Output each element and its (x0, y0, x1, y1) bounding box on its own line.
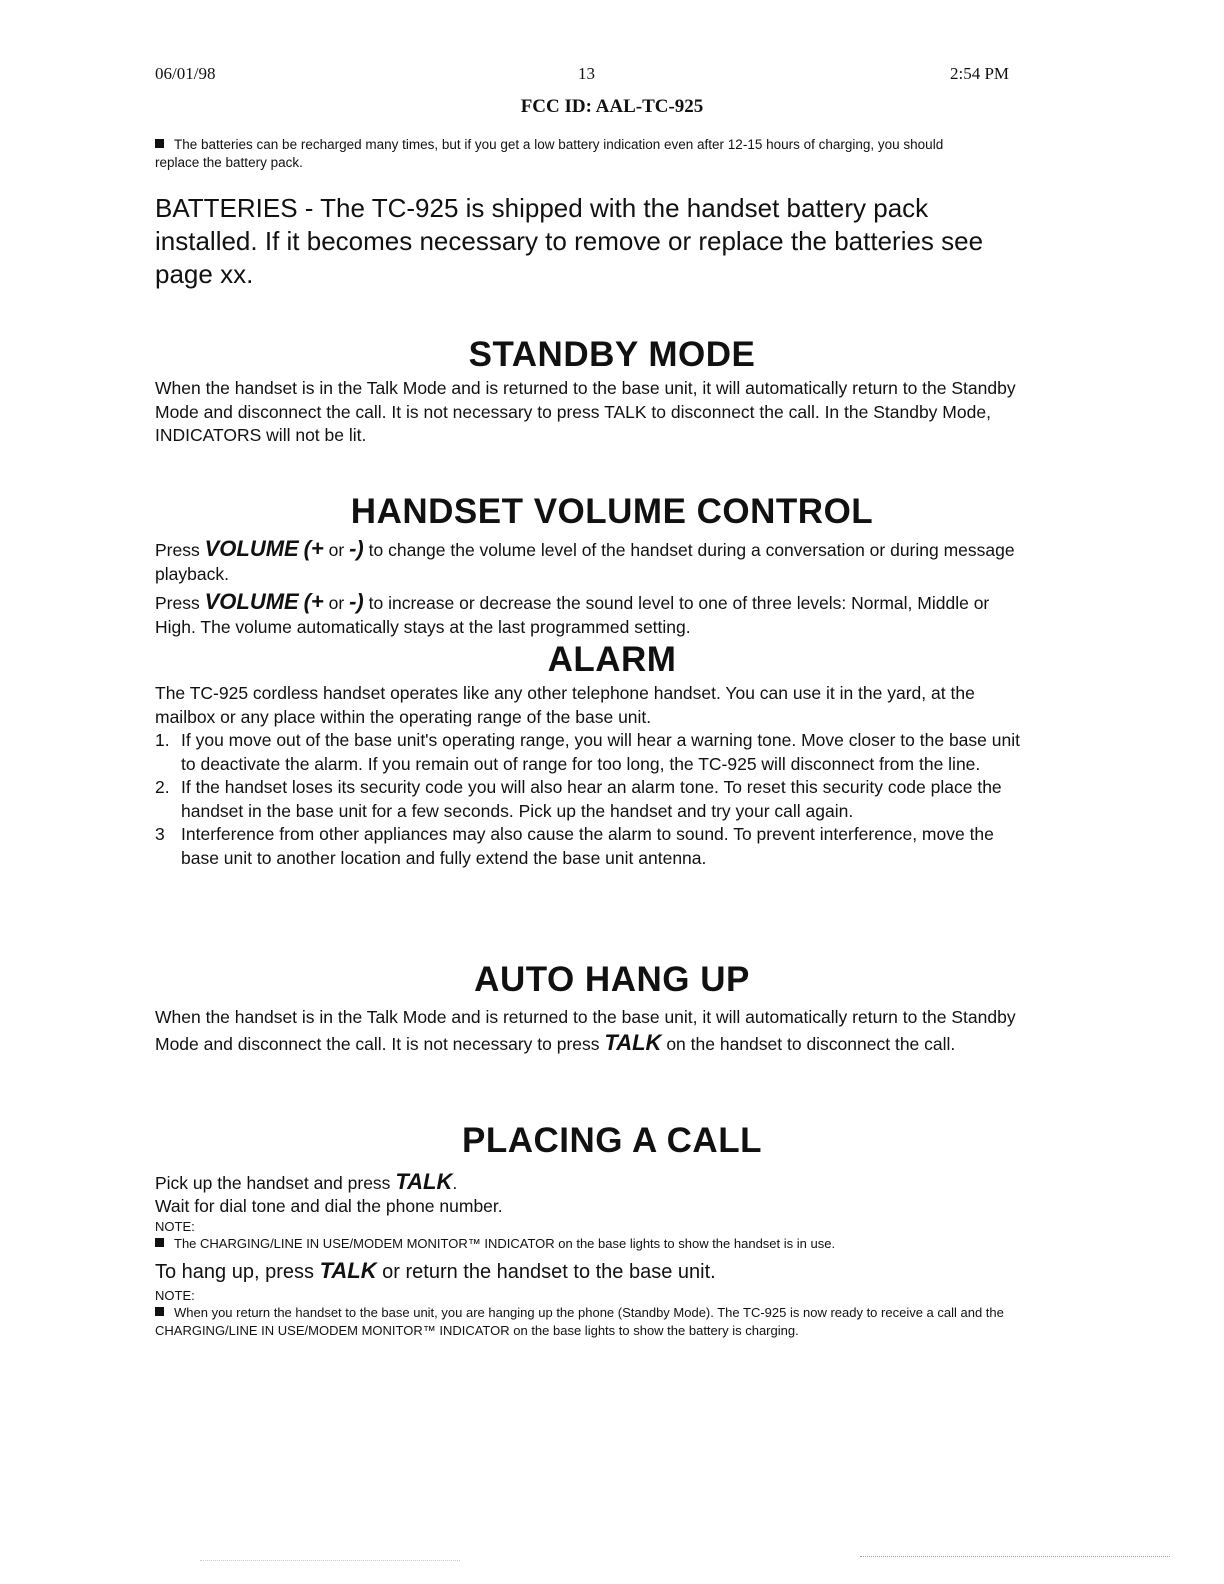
hang-up-line (155, 1258, 1055, 1285)
minus-key: -) (349, 536, 364, 561)
alarm-list (155, 729, 1025, 870)
bullet-icon (155, 139, 164, 148)
alarm-heading: ALARM (547, 640, 677, 679)
volume-p2-pre: Press (155, 593, 200, 613)
top-note-text: The batteries can be recharged many times, but if you get a low battery indication even after 12-15 hours of charging, you should replace the battery pack. (155, 137, 944, 170)
hang-up-pre: To hang up, press (155, 1261, 314, 1283)
item-text: If the handset loses its security code you will also hear an alarm tone. To reset this security code place the handset in the base unit for a few seconds. Pick up the handset and try your call again. (181, 777, 1002, 821)
scan-artifact (860, 1556, 1170, 1557)
volume-paragraph-2 (155, 590, 1025, 639)
alarm-intro: The TC-925 cordless handset operates like any other telephone handset. You can use it in the yard, at the mailbox or any place within the operating range of the base unit. (155, 683, 975, 727)
hang-up-post: or return the handset to the base unit. (382, 1261, 716, 1283)
auto-hang-up-pre: When the handset is in the Talk Mode and is returned to the base unit, it will automatically return to the Standby Mode and disconnect the call. It is not necessary to press (155, 1007, 1016, 1054)
note-2-label: NOTE: (155, 1288, 195, 1303)
note-2 (155, 1304, 1015, 1340)
volume-p2-post: to increase or decrease the sound level to one of three levels: Normal, Middle or High. The volume automatically stays at the last programmed setting. (155, 593, 990, 637)
header-time: 2:54 PM (950, 64, 1010, 83)
item-number: 2. (155, 777, 170, 797)
placing-call-line1 (155, 1170, 1055, 1196)
standby-text: When the handset is in the Talk Mode and is returned to the base unit, it will automatically return to the Standby Mode and disconnect the call. It is not necessary to press TALK to disconnect the call. In the Standby Mode, INDICATORS will not be lit. (155, 378, 1016, 445)
volume-key: VOLUME (204, 589, 299, 614)
alarm-section (155, 682, 1025, 870)
talk-key: TALK (395, 1169, 453, 1194)
list-item (155, 776, 1025, 823)
page-number: 13 (578, 64, 595, 83)
note-1-text: The CHARGING/LINE IN USE/MODEM MONITOR™ INDICATOR on the base lights to show the handset is in use. (174, 1236, 836, 1251)
note-2-text: When you return the handset to the base unit, you are hanging up the phone (Standby Mode). The TC-925 is now ready to receive a call and the CHARGING/LINE IN USE/MODEM MONITOR™ INDICATOR on the base lights to show the battery is charging. (155, 1305, 1004, 1338)
item-text: If you move out of the base unit's operating range, you will hear a warning tone. Move closer to the base unit to deactivate the alarm. If you remain out of range for too long, the TC-925 will disconnect from the line. (181, 730, 1020, 774)
plus-key: (+ (303, 589, 324, 614)
bullet-icon (155, 1238, 164, 1247)
auto-hang-up-post: on the handset to disconnect the call. (666, 1034, 956, 1054)
scan-artifact (200, 1560, 460, 1561)
note-1 (155, 1235, 1055, 1253)
plus-key: (+ (303, 536, 324, 561)
auto-hang-up-text (155, 1004, 1025, 1057)
volume-p1-post: to change the volume level of the handset during a conversation or during message playback. (155, 540, 1015, 584)
talk-key: TALK (319, 1258, 377, 1283)
header-date: 06/01/98 (155, 64, 216, 83)
placing-call-pre: Pick up the handset and press (155, 1173, 391, 1193)
list-item (155, 729, 1025, 776)
or-text: or (328, 593, 345, 613)
or-text: or (328, 540, 345, 560)
volume-p1-pre: Press (155, 540, 200, 560)
standby-heading: STANDBY MODE (468, 335, 756, 374)
minus-key: -) (349, 589, 364, 614)
volume-paragraph-1 (155, 537, 1025, 586)
volume-heading: HANDSET VOLUME CONTROL (350, 492, 874, 531)
batteries-paragraph: BATTERIES - The TC-925 is shipped with the handset battery pack installed. If it becomes necessary to remove or replace the batteries see page xx. (155, 193, 984, 289)
fcc-id: FCC ID: AAL-TC-925 (520, 96, 704, 117)
placing-call-period: . (452, 1173, 458, 1193)
list-item (155, 823, 1025, 870)
auto-hang-up-heading: AUTO HANG UP (474, 960, 750, 999)
top-note (155, 136, 955, 172)
item-number: 3 (155, 824, 165, 844)
note-label: NOTE: (155, 1219, 195, 1234)
item-number: 1. (155, 730, 170, 750)
item-text: Interference from other appliances may also cause the alarm to sound. To prevent interference, move the base unit to another location and fully extend the base unit antenna. (181, 824, 994, 868)
placing-call-line2: Wait for dial tone and dial the phone number. (155, 1196, 503, 1216)
talk-key: TALK (604, 1030, 662, 1055)
volume-key: VOLUME (204, 536, 299, 561)
placing-call-heading: PLACING A CALL (462, 1121, 762, 1160)
bullet-icon (155, 1307, 164, 1316)
